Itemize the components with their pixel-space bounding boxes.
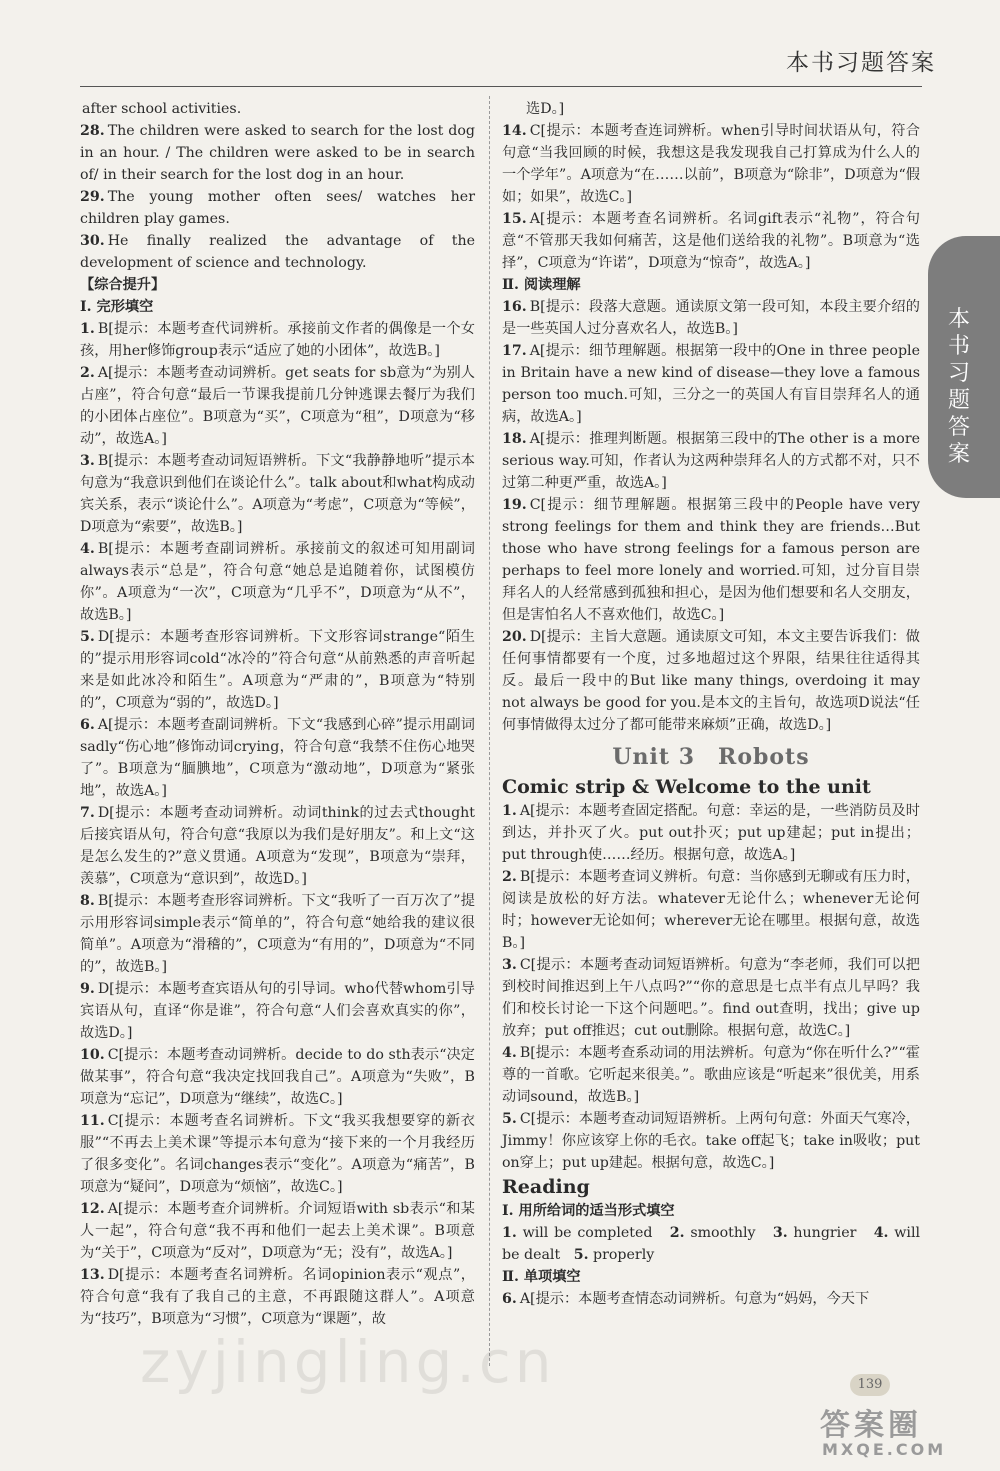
- item-number: 1.: [502, 1225, 517, 1241]
- item-text: C[提示：本题考查动词辨析。decide to do sth表示“决定做某事”，符合句意“我决定找回我自己”。A项意为“失败”，B项意为“忘记”，D项意为“继续”，故选C。]: [80, 1047, 475, 1107]
- item-text: hungrier: [793, 1225, 857, 1241]
- item-number: 3.: [772, 1225, 788, 1241]
- item-number: 12.: [80, 1201, 105, 1217]
- item-text: B[提示：本题考查动词短语辨析。下文“我静静地听”提示本句意为“我意识到他们在谈论什么”。talk about和what构成动宾关系，表示“谈论什么”。A项意为“考虑”，C项意为“等候”，D项意为“索要”，故选B。]: [80, 453, 475, 535]
- item-text: A[提示：本题考查名词辨析。名词gift表示“礼物”，符合句意“不管那天我如何痛苦，这是他们送给我的礼物”。B项意为“选择”，C项意为“许诺”，D项意为“惊奇”，故选A。]: [502, 211, 920, 271]
- page-number: 139: [850, 1374, 890, 1396]
- answer-item: [80, 1264, 475, 1330]
- item-text: B[提示：段落大意题。通读原文第一段可知，本段主要介绍的是一些英国人过分喜欢名人，故选B。]: [502, 299, 920, 337]
- item-text: C[提示：细节理解题。根据第三段中的People have very strong feelings for them and think they are friends…But those who have strong feelings for a famous person are perhaps to feel more lonely and worried.可知，过分盲目崇拜名人的人经常感到孤独和担心，是因为他们想要和名人交朋友，但是害怕名人不喜欢他们，故选C。]: [502, 497, 920, 623]
- item-text: D[提示：本题考查名词辨析。名词opinion表示“观点”，符合句意“我有了我自己的主意，不再跟随这群人”。A项意为“技巧”，B项意为“习惯”，C项意为“课题”，故: [80, 1267, 475, 1327]
- part-title-cloze: Ⅰ. 完形填空: [80, 299, 154, 315]
- item-number: 1.: [502, 803, 517, 819]
- item-text: smoothly: [690, 1225, 756, 1241]
- answer-item: [502, 208, 920, 274]
- logo-domain: MXQE.COM: [822, 1440, 947, 1459]
- item-text: A[提示：细节理解题。根据第一段中的One in three people in Britain have a new kind of disease—they love a famous person too much.可知，三分之一的英国人有盲目崇拜名人的通病，故选A。]: [502, 343, 920, 425]
- answer-item: [502, 800, 920, 866]
- item-number: 1.: [80, 321, 95, 337]
- answer-item: [502, 494, 920, 626]
- item-number: 6.: [80, 717, 95, 733]
- item-number: 2.: [80, 365, 95, 381]
- item-text: C[提示：本题考查动词短语辨析。句意为“李老师，我们可以把到校时间推迟到上午八点吗?”“你的意思是七点半有点儿早吗？我们和校长讨论一下这个问题吧。”。find out查明，找出；give up放弃；put off推迟；cut out删除。根据句意，故选C。]: [502, 957, 920, 1039]
- item-number: 10.: [80, 1047, 105, 1063]
- item-text: D[提示：主旨大意题。通读原文可知，本文主要告诉我们：做任何事情都要有一个度，过多地超过这个界限，结果往往适得其反。最后一段中的But like many things, overdoing it may not always be good for you.是本文的主旨句，故选项D说法“任何事情做得太过分了都可能带来麻烦”正确，故选D。]: [502, 629, 920, 733]
- answer-item: [502, 1108, 920, 1174]
- item-text: A[提示：推理判断题。根据第三段中的The other is a more serious way.可知，作者认为这两种崇拜名人的方式都不对，只不过第二种更严重，故选A。]: [502, 431, 920, 491]
- item-number: 4.: [873, 1225, 889, 1241]
- item-number: 16.: [502, 299, 527, 315]
- answer-item: [502, 866, 920, 954]
- item-text: A[提示：本题考查动词辨析。get seats for sb意为“为别人占座”，符合句意“最后一节课我提前几分钟逃课去餐厅为我们的小团体占座位”。B项意为“买”，C项意为“租”，D项意为“移动”，故选A。]: [80, 365, 475, 447]
- item-number: 2.: [669, 1225, 685, 1241]
- unit-title: Unit 3 Robots: [612, 744, 810, 770]
- answer-item: [80, 186, 475, 230]
- item-text: The children were asked to search for the lost dog in an hour. / The children were asked to be in search of/ in their search for the lost dog in an hour.: [80, 123, 475, 183]
- item-number: 28.: [80, 123, 105, 139]
- answer-item: [502, 626, 920, 736]
- continuation-text: [502, 98, 920, 120]
- item-text: He finally realized the advantage of the development of science and technology.: [80, 233, 475, 271]
- watermark: zyjingling.cn: [140, 1328, 556, 1396]
- header-rule: [80, 86, 922, 87]
- item-text: A[提示：本题考查副词辨析。下文“我感到心碎”提示用副词sadly“伤心地”修饰动词crying，符合句意“我禁不住伤心地哭了”。B项意为“腼腆地”，C项意为“激动地”，D项意为“紧张地”，故选A。]: [80, 717, 475, 799]
- continuation-line: after school activities.: [82, 101, 242, 117]
- answer-item: [80, 230, 475, 274]
- item-number: 20.: [502, 629, 527, 645]
- item-number: 3.: [502, 957, 517, 973]
- answer-item: [502, 296, 920, 340]
- answer-item: [80, 120, 475, 186]
- answer-item: [80, 802, 475, 890]
- item-number: 29.: [80, 189, 105, 205]
- item-text: C[提示：本题考查名词辨析。下文“我买我想要穿的新衣服”“不再去上美术课”等提示本句意为“接下来的一个月我经历了很多变化”。名词changes表示“变化”。A项意为“痛苦”，B项意为“疑问”，D项意为“烦恼”，故选C。]: [80, 1113, 475, 1195]
- left-column: [80, 98, 475, 1330]
- item-number: 4.: [80, 541, 95, 557]
- answer-item: [80, 538, 475, 626]
- answer-item: [502, 1042, 920, 1108]
- corner-logo: [820, 1400, 990, 1462]
- answer-item: [502, 428, 920, 494]
- item-number: 5.: [573, 1247, 589, 1263]
- part-title-single-choice: Ⅱ. 单项填空: [502, 1269, 581, 1285]
- subsection-title-comic: Comic strip & Welcome to the unit: [502, 776, 871, 798]
- item-text: B[提示：本题考查代词辨析。承接前文作者的偶像是一个女孩，用her修饰group表示“适应了她的小团体”，故选B。]: [80, 321, 475, 359]
- item-text: B[提示：本题考查系动词的用法辨析。句意为“你在听什么?”“霍尊的一首歌。它听起来很美。”。歌曲应该是“听起来”很优美，用系动词sound，故选B。]: [502, 1045, 920, 1105]
- item-number: 6.: [502, 1291, 517, 1307]
- answer-item: [502, 954, 920, 1042]
- item-text: will be dealt: [502, 1225, 921, 1263]
- answer-item: [502, 340, 920, 428]
- logo-mark: 答案圈: [820, 1408, 922, 1443]
- column-divider: [489, 96, 490, 1366]
- item-text: B[提示：本题考查词义辨析。句意：当你感到无聊或有压力时，阅读是放松的好方法。whatever无论什么；whenever无论何时；however无论如何；wherever无论在哪里。根据句意，故选B。]: [502, 869, 920, 951]
- item-number: 18.: [502, 431, 527, 447]
- answer-item: [80, 1198, 475, 1264]
- item-number: 14.: [502, 123, 527, 139]
- item-number: 11.: [80, 1113, 105, 1129]
- answer-item: [80, 1044, 475, 1110]
- item-number: 9.: [80, 981, 95, 997]
- answer-item: [502, 1288, 920, 1310]
- right-column: [502, 98, 920, 1310]
- answer-item: [80, 714, 475, 802]
- continuation-text: [80, 98, 475, 120]
- item-number: 3.: [80, 453, 95, 469]
- item-text: C[提示：本题考查动词短语辨析。上两句句意：外面天气寒冷，Jimmy！你应该穿上你的毛衣。take off起飞；take in吸收；put on穿上；put up建起。根据句意，故选C。]: [502, 1111, 920, 1171]
- part-title-fill: Ⅰ. 用所给词的适当形式填空: [502, 1203, 675, 1219]
- item-number: 4.: [502, 1045, 517, 1061]
- running-header: 本书习题答案: [786, 50, 936, 76]
- item-number: 15.: [502, 211, 527, 227]
- part-title-reading: Ⅱ. 阅读理解: [502, 277, 581, 293]
- subsection-title-reading: Reading: [502, 1176, 590, 1198]
- item-text: D[提示：本题考查形容词辨析。下文形容词strange“陌生的”提示用形容词cold“冰冷的”符合句意“从前熟悉的声音听起来是如此冰冷和陌生”。A项意为“严肃的”，B项意为“特别的”，C项意为“弱的”，故选D。]: [80, 629, 475, 711]
- answer-item: [80, 626, 475, 714]
- item-number: 30.: [80, 233, 105, 249]
- item-text: D[提示：本题考查宾语从句的引导词。who代替whom引导宾语从句，直译“你是谁”，符合句意“人们会喜欢真实的你”，故选D。]: [80, 981, 475, 1041]
- answer-item: [80, 450, 475, 538]
- answer-item: [80, 1110, 475, 1198]
- fill-answers: [502, 1222, 920, 1266]
- answer-item: [80, 890, 475, 978]
- item-text: will be completed: [522, 1225, 653, 1241]
- item-number: 5.: [80, 629, 95, 645]
- answer-item: [80, 318, 475, 362]
- item-text: B[提示：本题考查副词辨析。承接前文的叙述可知用副词always表示“总是”，符合句意“她总是追随着你，试图模仿你”。A项意为“一次”，C项意为“几乎不”，D项意为“从不”，故选B。]: [80, 541, 475, 623]
- item-text: D[提示：本题考查动词辨析。动词think的过去式thought后接宾语从句，符合句意“我原以为我们是好朋友”。和上文“这是怎么发生的?”意义贯通。A项意为“发现”，B项意为“崇拜，羡慕”，C项意为“意识到”，故选D。]: [80, 805, 475, 887]
- item-text: C[提示：本题考查连词辨析。when引导时间状语从句，符合句意“当我回顾的时候，我想这是我发现我自己打算成为什么人的一个学年”。A项意为“在……以前”，B项意为“除非”，D项意为“假如；如果”，故选C。]: [502, 123, 920, 205]
- item-number: 5.: [502, 1111, 517, 1127]
- section-title: 【综合提升】: [80, 277, 166, 293]
- item-number: 8.: [80, 893, 95, 909]
- item-text: A[提示：本题考查情态动词辨析。句意为“妈妈，今天下: [519, 1291, 870, 1307]
- item-number: 13.: [80, 1267, 105, 1283]
- item-number: 19.: [502, 497, 527, 513]
- item-number: 2.: [502, 869, 517, 885]
- item-text: A[提示：本题考查固定搭配。句意：幸运的是，一些消防员及时到达，并扑灭了火。put out扑灭；put up建起；put in提出；put through使……经历。根据句意，故选A。]: [502, 803, 920, 863]
- side-tab-label: 本书习题答案: [947, 307, 970, 467]
- item-text: A[提示：本题考查介词辨析。介词短语with sb表示“和某人一起”，符合句意“我不再和他们一起去上美术课”。B项意为“关于”，C项意为“反对”，D项意为“无；没有”，故选A。]: [80, 1201, 475, 1261]
- continuation-line: 选D。]: [526, 101, 565, 117]
- answer-item: [80, 362, 475, 450]
- item-number: 17.: [502, 343, 527, 359]
- answer-item: [80, 978, 475, 1044]
- item-text: B[提示：本题考查形容词辨析。下文“我听了一百万次了”提示用形容词simple表示“简单的”，符合句意“她给我的建议很简单”。A项意为“滑稽的”，C项意为“有用的”，D项意为“不同的”，故选B。]: [80, 893, 475, 975]
- item-text: properly: [593, 1247, 655, 1263]
- item-text: The young mother often sees/ watches her children play games.: [80, 189, 475, 227]
- answer-item: [502, 120, 920, 208]
- item-number: 7.: [80, 805, 95, 821]
